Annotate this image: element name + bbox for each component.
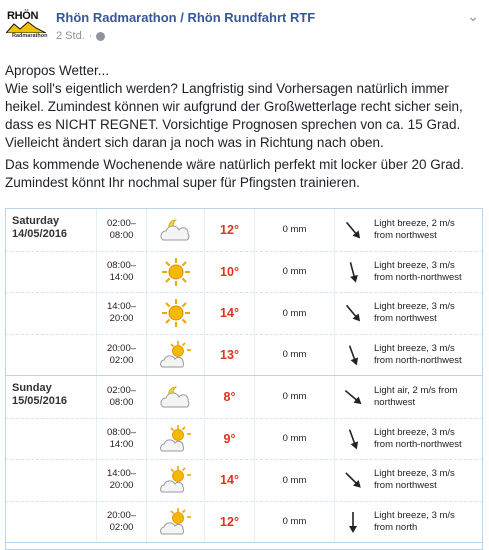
forecast-time <box>107 510 136 534</box>
wind-arrow-icon <box>334 419 370 460</box>
forecast-wind <box>370 460 482 501</box>
forecast-time <box>107 301 136 325</box>
post-header <box>0 0 489 52</box>
forecast-day-empty <box>6 293 96 334</box>
globe-icon[interactable] <box>96 32 105 41</box>
partly-cloudy-night-icon <box>146 376 204 418</box>
wind-arrow-icon <box>334 252 370 293</box>
sun-icon <box>146 252 204 293</box>
forecast-time-from: 02:00– <box>106 217 137 229</box>
forecast-time-cell <box>96 460 146 501</box>
forecast-day-label <box>6 209 96 251</box>
forecast-day-block <box>6 209 482 376</box>
forecast-time-to: 14:00 <box>109 271 134 283</box>
forecast-wind <box>370 252 482 293</box>
forecast-temperature: 12° <box>204 209 254 251</box>
forecast-time-cell <box>96 419 146 460</box>
forecast-wind-line: Light breeze, 3 m/s <box>374 301 455 313</box>
forecast-time-to: 20:00 <box>109 313 134 325</box>
wind-arrow-icon <box>334 376 370 418</box>
forecast-precipitation: 0 mm <box>254 419 334 460</box>
sun-cloud-icon <box>146 419 204 460</box>
forecast-row <box>6 292 482 334</box>
post-meta <box>56 30 105 42</box>
forecast-wind-line: from north-northwest <box>374 271 462 283</box>
forecast-wind-line: from north <box>374 521 418 533</box>
forecast-day-name: Saturday <box>12 215 60 227</box>
page-name-link[interactable]: Rhön Radmarathon / Rhön Rundfahrt RTF <box>56 10 316 25</box>
forecast-day-block <box>6 376 482 543</box>
forecast-wind-line: from northwest <box>374 480 437 492</box>
forecast-wind <box>370 293 482 334</box>
forecast-time-from: 08:00– <box>106 426 137 438</box>
forecast-time <box>107 468 136 492</box>
forecast-time-to: 02:00 <box>109 521 134 533</box>
forecast-precipitation: 0 mm <box>254 293 334 334</box>
forecast-time-from: 20:00– <box>106 509 137 521</box>
forecast-date: 14/05/2016 <box>12 228 68 240</box>
forecast-time-from: 02:00– <box>106 384 137 396</box>
forecast-wind-line: from northwest <box>374 313 437 325</box>
sun-icon <box>146 293 204 334</box>
forecast-time-to: 08:00 <box>109 229 134 241</box>
forecast-wind-line: Light air, 2 m/s from <box>374 384 458 396</box>
forecast-time-from: 08:00– <box>106 259 137 271</box>
forecast-precipitation: 0 mm <box>254 376 334 418</box>
forecast-wind-line: Light breeze, 3 m/s <box>374 342 455 354</box>
forecast-wind-line: from north-northwest <box>374 354 462 366</box>
forecast-time-from: 14:00– <box>106 468 137 480</box>
forecast-time-cell <box>96 209 146 251</box>
forecast-temperature: 10° <box>204 252 254 293</box>
forecast-time-to: 14:00 <box>109 438 134 450</box>
forecast-time-cell <box>96 335 146 376</box>
forecast-precipitation: 0 mm <box>254 502 334 543</box>
forecast-wind <box>370 419 482 460</box>
forecast-row <box>6 376 482 418</box>
sun-cloud-icon <box>146 502 204 543</box>
post-timestamp[interactable]: 2 Std. <box>56 30 85 42</box>
forecast-temperature: 14° <box>204 293 254 334</box>
post-paragraph: Apropos Wetter... Wie soll's eigentlich werden? Langfristig sind Vorhersagen natürlich immer heikel. Zumindest können wir aufgrund der Großwetterlage recht sicher sein, dass es NICHT REGNET. Vorsichtige Prognosen sprechen von ca. 15 Grad. Vielleicht ändert sich daran ja noch was in Richtung nach oben. <box>5 63 463 150</box>
forecast-wind-line: northwest <box>374 396 416 408</box>
forecast-row <box>6 334 482 376</box>
forecast-row <box>6 459 482 501</box>
forecast-precipitation: 0 mm <box>254 460 334 501</box>
forecast-temperature: 8° <box>204 376 254 418</box>
forecast-wind-line: Light breeze, 2 m/s <box>374 217 455 229</box>
wind-arrow-icon <box>334 460 370 501</box>
forecast-day-name: Sunday <box>12 382 52 394</box>
page-logo[interactable] <box>6 8 46 46</box>
forecast-temperature: 14° <box>204 460 254 501</box>
forecast-time <box>107 343 136 367</box>
forecast-row <box>6 418 482 460</box>
wind-arrow-icon <box>334 335 370 376</box>
forecast-day-empty <box>6 419 96 460</box>
forecast-row <box>6 501 482 543</box>
forecast-precipitation: 0 mm <box>254 335 334 376</box>
forecast-wind-line: from north-northwest <box>374 438 462 450</box>
forecast-temperature: 9° <box>204 419 254 460</box>
forecast-temperature: 13° <box>204 335 254 376</box>
forecast-time <box>107 385 136 409</box>
logo-subtext: Radmarathon <box>12 33 48 39</box>
partly-cloudy-night-icon <box>146 209 204 251</box>
forecast-row <box>6 209 482 251</box>
logo-mountain-icon <box>6 21 46 33</box>
forecast-day-empty <box>6 502 96 543</box>
forecast-wind-line: Light breeze, 3 m/s <box>374 426 455 438</box>
forecast-time-from: 20:00– <box>106 342 137 354</box>
forecast-temperature: 12° <box>204 502 254 543</box>
wind-arrow-icon <box>334 293 370 334</box>
forecast-wind-line: Light breeze, 3 m/s <box>374 468 455 480</box>
forecast-wind-line: from northwest <box>374 229 437 241</box>
forecast-time <box>107 427 136 451</box>
forecast-time-to: 08:00 <box>109 396 134 408</box>
post-body <box>5 62 485 196</box>
meta-separator: · <box>88 30 93 42</box>
forecast-time-cell <box>96 252 146 293</box>
forecast-wind <box>370 502 482 543</box>
sun-cloud-icon <box>146 335 204 376</box>
forecast-time-cell <box>96 376 146 418</box>
forecast-precipitation: 0 mm <box>254 252 334 293</box>
weather-forecast-image[interactable] <box>5 208 483 550</box>
forecast-time-from: 14:00– <box>106 301 137 313</box>
forecast-day-empty <box>6 460 96 501</box>
forecast-precipitation: 0 mm <box>254 209 334 251</box>
forecast-time <box>107 260 136 284</box>
forecast-day-empty <box>6 252 96 293</box>
forecast-time-to: 20:00 <box>109 480 134 492</box>
forecast-time <box>107 218 136 242</box>
forecast-wind-line: Light breeze, 3 m/s <box>374 259 455 271</box>
sun-cloud-icon <box>146 460 204 501</box>
forecast-time-cell <box>96 293 146 334</box>
forecast-date: 15/05/2016 <box>12 395 68 407</box>
forecast-row <box>6 251 482 293</box>
forecast-time-cell <box>96 502 146 543</box>
post-paragraph: Das kommende Wochenende wäre natürlich perfekt mit locker über 20 Grad. Zumindest könnt Ihr nochmal super für Pfingsten trainieren. <box>5 157 464 190</box>
forecast-wind <box>370 209 482 251</box>
wind-arrow-icon <box>334 502 370 543</box>
forecast-wind <box>370 335 482 376</box>
forecast-wind <box>370 376 482 418</box>
forecast-day-label <box>6 376 96 418</box>
logo-wordmark: RHÖN <box>7 10 39 22</box>
wind-arrow-icon <box>334 209 370 251</box>
forecast-wind-line: Light breeze, 3 m/s <box>374 509 455 521</box>
forecast-day-empty <box>6 335 96 376</box>
forecast-time-to: 02:00 <box>109 354 134 366</box>
chevron-down-icon[interactable]: ⌄ <box>467 8 479 24</box>
